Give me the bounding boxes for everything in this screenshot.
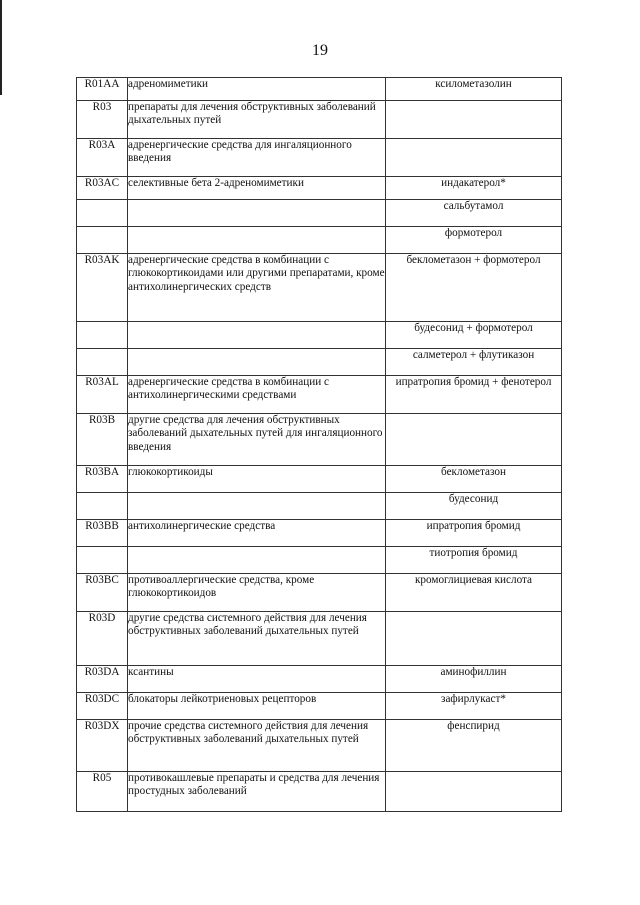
table-row (77, 376, 562, 414)
substance-cell: беклометазон (386, 466, 562, 493)
substance-cell: беклометазон + формотерол (386, 254, 562, 322)
substance-cell: ипратропия бромид + фенотерол (386, 376, 562, 414)
substance-cell: аминофиллин (386, 666, 562, 693)
substance-cell: зафирлукаст* (386, 693, 562, 720)
substance-cell: индакатерол* (386, 177, 562, 200)
atc-code-cell (77, 200, 128, 227)
atc-code-cell: R03BA (77, 466, 128, 493)
group-name-cell: адренергические средства в комбинации с антихолинергическими средствами (128, 376, 386, 414)
table-row (77, 693, 562, 720)
atc-code-cell (77, 349, 128, 376)
group-name-cell: антихолинергические средства (128, 520, 386, 547)
drug-classification-table (76, 77, 562, 812)
substance-cell: сальбутамол (386, 200, 562, 227)
substance-cell (386, 414, 562, 466)
table-row (77, 200, 562, 227)
substance-cell: кромоглициевая кислота (386, 574, 562, 612)
group-name-cell (128, 547, 386, 574)
table-row (77, 254, 562, 322)
atc-code-cell: R03A (77, 139, 128, 177)
group-name-cell (128, 227, 386, 254)
atc-code-cell: R03BC (77, 574, 128, 612)
table-row (77, 78, 562, 101)
table-row (77, 177, 562, 200)
atc-code-cell: R03DX (77, 720, 128, 772)
atc-code-cell (77, 493, 128, 520)
table-row (77, 349, 562, 376)
substance-cell: будесонид (386, 493, 562, 520)
group-name-cell: прочие средства системного действия для лечения обструктивных заболеваний дыхательных путей (128, 720, 386, 772)
group-name-cell: препараты для лечения обструктивных заболеваний дыхательных путей (128, 101, 386, 139)
substance-cell: будесонид + формотерол (386, 322, 562, 349)
table-row (77, 547, 562, 574)
atc-code-cell: R03AC (77, 177, 128, 200)
group-name-cell (128, 200, 386, 227)
table-row (77, 720, 562, 772)
group-name-cell: другие средства системного действия для лечения обструктивных заболеваний дыхательных путей (128, 612, 386, 666)
page-number: 19 (312, 42, 328, 59)
table-row (77, 414, 562, 466)
group-name-cell: блокаторы лейкотриеновых рецепторов (128, 693, 386, 720)
group-name-cell (128, 322, 386, 349)
atc-code-cell: R03DA (77, 666, 128, 693)
atc-code-cell: R03DC (77, 693, 128, 720)
atc-code-cell: R03B (77, 414, 128, 466)
table-row (77, 322, 562, 349)
atc-code-cell: R05 (77, 772, 128, 812)
table-row (77, 574, 562, 612)
atc-code-cell: R03D (77, 612, 128, 666)
atc-code-cell: R03 (77, 101, 128, 139)
group-name-cell: противокашлевые препараты и средства для лечения простудных заболеваний (128, 772, 386, 812)
group-name-cell: противоаллергические средства, кроме глюкокортикоидов (128, 574, 386, 612)
table-row (77, 493, 562, 520)
atc-code-cell: R03BB (77, 520, 128, 547)
group-name-cell (128, 349, 386, 376)
substance-cell: ксилометазолин (386, 78, 562, 101)
table-row (77, 101, 562, 139)
atc-code-cell: R01AA (77, 78, 128, 101)
table-row (77, 139, 562, 177)
atc-code-cell (77, 322, 128, 349)
substance-cell (386, 139, 562, 177)
substance-cell: ипратропия бромид (386, 520, 562, 547)
table-body (77, 78, 562, 812)
substance-cell (386, 101, 562, 139)
group-name-cell: глюкокортикоиды (128, 466, 386, 493)
table-row (77, 227, 562, 254)
substance-cell (386, 612, 562, 666)
group-name-cell: адренергические средства в комбинации с глюкокортикоидами или другими препаратами, кроме антихолинергических средств (128, 254, 386, 322)
table-row (77, 666, 562, 693)
table-row (77, 466, 562, 493)
substance-cell (386, 772, 562, 812)
group-name-cell: адренергические средства для ингаляционного введения (128, 139, 386, 177)
atc-code-cell: R03AK (77, 254, 128, 322)
atc-code-cell: R03AL (77, 376, 128, 414)
table-row (77, 772, 562, 812)
group-name-cell: адреномиметики (128, 78, 386, 101)
table-row (77, 612, 562, 666)
group-name-cell: другие средства для лечения обструктивных заболеваний дыхательных путей для ингаляционного введения (128, 414, 386, 466)
group-name-cell: селективные бета 2-адреномиметики (128, 177, 386, 200)
table-row (77, 520, 562, 547)
substance-cell: тиотропия бромид (386, 547, 562, 574)
group-name-cell (128, 493, 386, 520)
substance-cell: фенспирид (386, 720, 562, 772)
substance-cell: формотерол (386, 227, 562, 254)
atc-code-cell (77, 227, 128, 254)
group-name-cell: ксантины (128, 666, 386, 693)
substance-cell: салметерол + флутиказон (386, 349, 562, 376)
atc-code-cell (77, 547, 128, 574)
